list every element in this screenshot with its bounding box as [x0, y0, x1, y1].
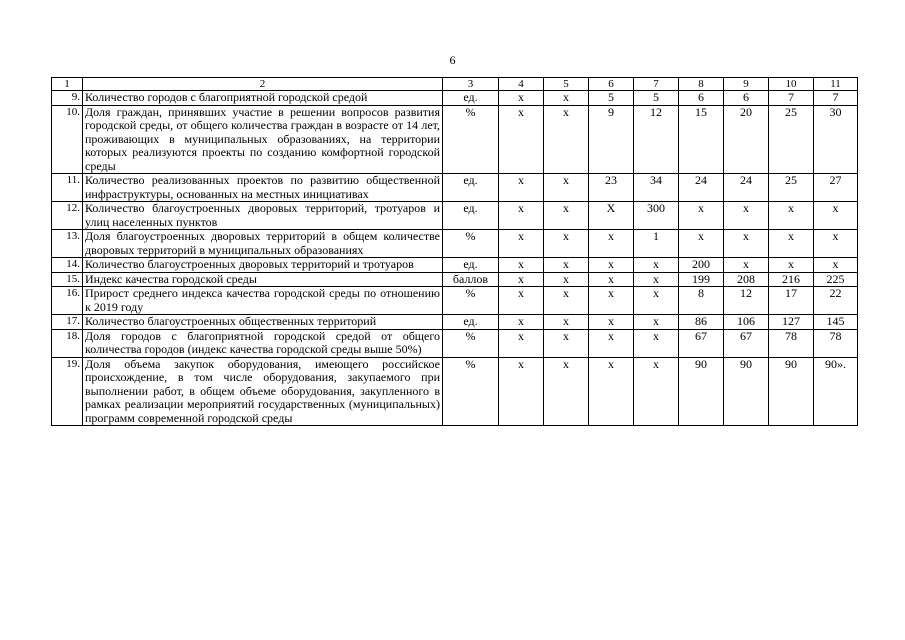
column-number: 3: [443, 78, 499, 91]
indicator-name: Количество благоустроенных дворовых территорий и тротуаров: [83, 258, 443, 273]
indicator-name: Количество городов с благоприятной городской средой: [83, 91, 443, 106]
value-cell: х: [499, 287, 544, 315]
value-cell: х: [544, 329, 589, 357]
value-cell: х: [634, 287, 679, 315]
value-cell: х: [634, 272, 679, 287]
value-cell: 90».: [814, 357, 858, 426]
indicator-name: Количество благоустроенных дворовых территорий, тротуаров и улиц населенных пунктов: [83, 202, 443, 230]
value-cell: х: [769, 202, 814, 230]
table-row: [52, 174, 858, 202]
value-cell: х: [724, 230, 769, 258]
value-cell: х: [499, 202, 544, 230]
value-cell: 24: [724, 174, 769, 202]
value-cell: 6: [724, 91, 769, 106]
value-cell: 8: [679, 287, 724, 315]
indicator-name: Доля городов с благоприятной городской средой от общего количества городов (индекс качества городской среды выше 50%): [83, 329, 443, 357]
value-cell: 12: [634, 105, 679, 174]
value-cell: х: [544, 315, 589, 330]
row-number: 17.: [52, 315, 83, 330]
table-row: [52, 230, 858, 258]
value-cell: 225: [814, 272, 858, 287]
indicator-name: Доля граждан, принявших участие в решении вопросов развития городской среды, от общего количества граждан в возрасте от 14 лет, проживающих в муниципальных образованиях, на территории которых реализуются проекты по созданию комфортной городской среды: [83, 105, 443, 174]
value-cell: 7: [769, 91, 814, 106]
column-number-row: [52, 78, 858, 91]
table-row: [52, 315, 858, 330]
value-cell: 127: [769, 315, 814, 330]
column-number: 11: [814, 78, 858, 91]
column-number: 6: [589, 78, 634, 91]
column-number: 4: [499, 78, 544, 91]
value-cell: х: [634, 258, 679, 273]
value-cell: х: [589, 230, 634, 258]
unit-cell: %: [443, 287, 499, 315]
value-cell: х: [544, 272, 589, 287]
value-cell: 12: [724, 287, 769, 315]
value-cell: 9: [589, 105, 634, 174]
value-cell: 30: [814, 105, 858, 174]
value-cell: х: [724, 258, 769, 273]
value-cell: 78: [814, 329, 858, 357]
table-row: [52, 357, 858, 426]
row-number: 15.: [52, 272, 83, 287]
value-cell: х: [544, 287, 589, 315]
table-row: [52, 91, 858, 106]
value-cell: 145: [814, 315, 858, 330]
value-cell: х: [769, 230, 814, 258]
value-cell: 24: [679, 174, 724, 202]
row-number: 14.: [52, 258, 83, 273]
value-cell: 208: [724, 272, 769, 287]
value-cell: 23: [589, 174, 634, 202]
indicators-table: [51, 77, 858, 426]
value-cell: 17: [769, 287, 814, 315]
value-cell: х: [634, 315, 679, 330]
value-cell: 90: [724, 357, 769, 426]
value-cell: 7: [814, 91, 858, 106]
value-cell: х: [634, 357, 679, 426]
value-cell: 1: [634, 230, 679, 258]
value-cell: х: [544, 91, 589, 106]
value-cell: х: [589, 315, 634, 330]
value-cell: Х: [589, 202, 634, 230]
value-cell: х: [499, 258, 544, 273]
value-cell: х: [679, 230, 724, 258]
unit-cell: %: [443, 230, 499, 258]
value-cell: х: [544, 174, 589, 202]
column-number: 2: [83, 78, 443, 91]
value-cell: х: [499, 174, 544, 202]
value-cell: 90: [769, 357, 814, 426]
value-cell: х: [589, 258, 634, 273]
value-cell: 106: [724, 315, 769, 330]
column-number: 9: [724, 78, 769, 91]
value-cell: х: [769, 258, 814, 273]
value-cell: 78: [769, 329, 814, 357]
value-cell: х: [634, 329, 679, 357]
indicator-name: Индекс качества городской среды: [83, 272, 443, 287]
value-cell: 216: [769, 272, 814, 287]
value-cell: х: [544, 230, 589, 258]
value-cell: 34: [634, 174, 679, 202]
value-cell: 5: [589, 91, 634, 106]
table-row: [52, 272, 858, 287]
value-cell: 27: [814, 174, 858, 202]
value-cell: 25: [769, 105, 814, 174]
table-row: [52, 105, 858, 174]
value-cell: х: [589, 287, 634, 315]
value-cell: х: [499, 91, 544, 106]
value-cell: 25: [769, 174, 814, 202]
value-cell: х: [814, 202, 858, 230]
value-cell: х: [679, 202, 724, 230]
value-cell: х: [544, 357, 589, 426]
page-number: 6: [449, 53, 456, 67]
value-cell: 67: [724, 329, 769, 357]
value-cell: х: [544, 258, 589, 273]
row-number: 9.: [52, 91, 83, 106]
indicator-name: Прирост среднего индекса качества городской среды по отношению к 2019 году: [83, 287, 443, 315]
row-number: 11.: [52, 174, 83, 202]
value-cell: 5: [634, 91, 679, 106]
indicator-name: Количество реализованных проектов по развитию общественной инфраструктуры, основанных на местных инициативах: [83, 174, 443, 202]
value-cell: х: [499, 329, 544, 357]
value-cell: х: [499, 315, 544, 330]
indicator-name: Доля объема закупок оборудования, имеющего российское происхождение, в том числе оборудования, закупаемого при выполнении работ, в общем объеме оборудования, закупленного в рамках реализации мероприятий государственных (муниципальных) программ современной городской среды: [83, 357, 443, 426]
value-cell: х: [814, 230, 858, 258]
value-cell: х: [544, 105, 589, 174]
value-cell: 6: [679, 91, 724, 106]
table-row: [52, 287, 858, 315]
unit-cell: %: [443, 329, 499, 357]
unit-cell: ед.: [443, 202, 499, 230]
value-cell: х: [499, 230, 544, 258]
value-cell: 15: [679, 105, 724, 174]
unit-cell: ед.: [443, 258, 499, 273]
value-cell: х: [499, 105, 544, 174]
row-number: 13.: [52, 230, 83, 258]
unit-cell: ед.: [443, 174, 499, 202]
row-number: 12.: [52, 202, 83, 230]
unit-cell: баллов: [443, 272, 499, 287]
value-cell: х: [589, 357, 634, 426]
unit-cell: ед.: [443, 315, 499, 330]
column-number: 8: [679, 78, 724, 91]
row-number: 18.: [52, 329, 83, 357]
value-cell: х: [589, 272, 634, 287]
unit-cell: ед.: [443, 91, 499, 106]
value-cell: 300: [634, 202, 679, 230]
row-number: 10.: [52, 105, 83, 174]
table-row: [52, 329, 858, 357]
value-cell: х: [814, 258, 858, 273]
table-row: [52, 202, 858, 230]
column-number: 1: [52, 78, 83, 91]
unit-cell: %: [443, 357, 499, 426]
value-cell: х: [499, 272, 544, 287]
value-cell: 90: [679, 357, 724, 426]
column-number: 10: [769, 78, 814, 91]
table-row: [52, 258, 858, 273]
value-cell: 86: [679, 315, 724, 330]
value-cell: 20: [724, 105, 769, 174]
value-cell: 199: [679, 272, 724, 287]
row-number: 19.: [52, 357, 83, 426]
value-cell: 67: [679, 329, 724, 357]
value-cell: 200: [679, 258, 724, 273]
value-cell: х: [589, 329, 634, 357]
value-cell: 22: [814, 287, 858, 315]
column-number: 7: [634, 78, 679, 91]
indicator-name: Количество благоустроенных общественных территорий: [83, 315, 443, 330]
value-cell: х: [544, 202, 589, 230]
unit-cell: %: [443, 105, 499, 174]
indicator-name: Доля благоустроенных дворовых территорий в общем количестве дворовых территорий в муниципальных образованиях: [83, 230, 443, 258]
value-cell: х: [724, 202, 769, 230]
row-number: 16.: [52, 287, 83, 315]
value-cell: х: [499, 357, 544, 426]
column-number: 5: [544, 78, 589, 91]
